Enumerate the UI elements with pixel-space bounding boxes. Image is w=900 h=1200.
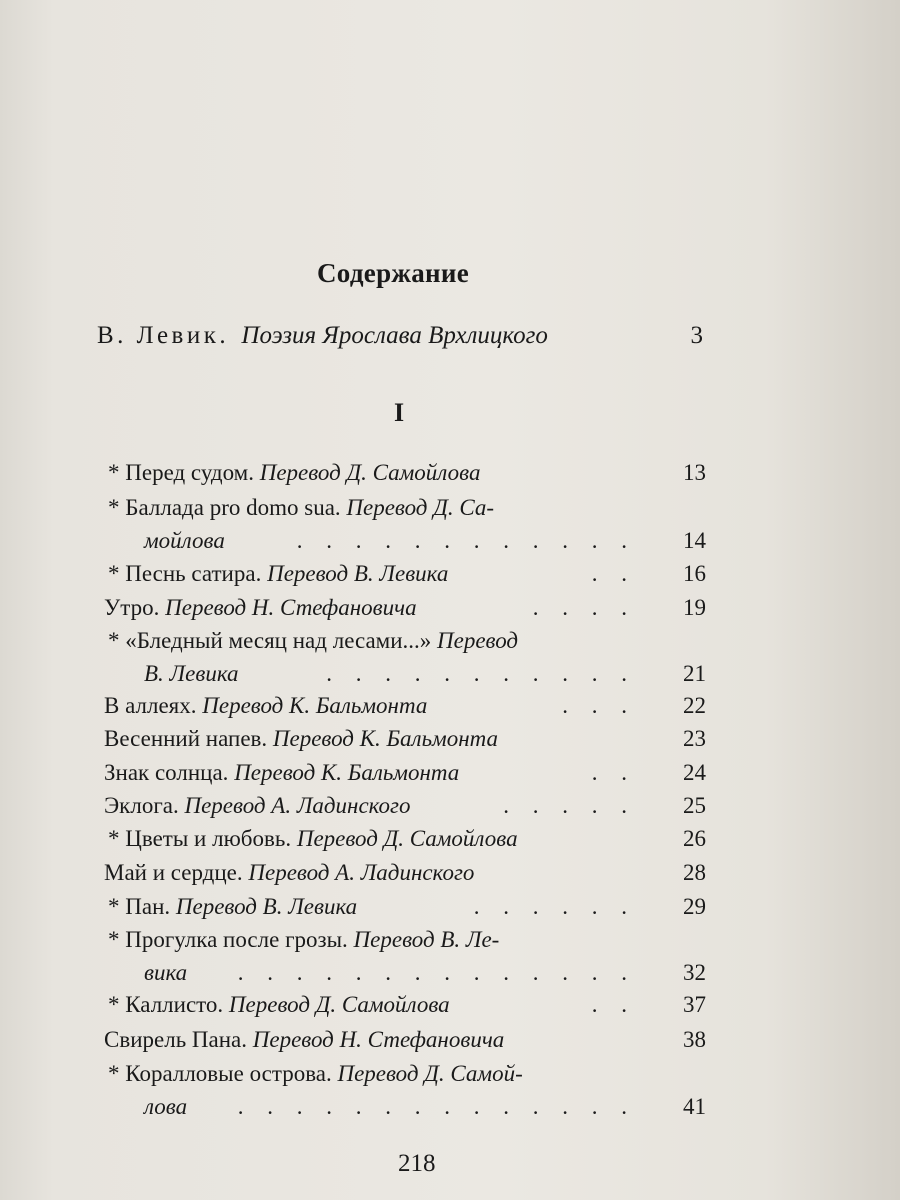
toc-entry-page: 28 — [683, 860, 706, 885]
toc-entry-title: Свирель Пана. — [104, 1027, 248, 1052]
asterisk-mark: * — [108, 992, 120, 1017]
toc-entry — [104, 456, 712, 489]
toc-entry-translator: Перевод Д. Самой- — [337, 1061, 523, 1086]
toc-entry-title: «Бледный месяц над лесами...» — [125, 628, 432, 653]
toc-entry-line — [104, 561, 448, 586]
toc-entry — [104, 591, 712, 624]
dot-leader: . . — [591, 992, 636, 1017]
toc-entry — [104, 491, 712, 557]
preface-author: В. Левик. — [97, 322, 230, 349]
toc-entry-continuation — [104, 524, 712, 557]
preface-title: Поэзия Ярослава Врхлицкого — [241, 322, 548, 349]
toc-entry-page: 24 — [683, 760, 706, 785]
toc-entry-translator-cont: мойлова — [144, 528, 225, 553]
toc-entry-title: Песнь сатира. — [125, 561, 262, 586]
toc-entry-translator: Перевод К. Бальмонта — [202, 693, 428, 718]
dot-leader: . . . . . — [503, 793, 636, 818]
toc-entry-translator-cont: лова — [144, 1094, 188, 1119]
toc-entry — [104, 988, 712, 1021]
toc-entry-translator: Перевод В. Левика — [175, 894, 358, 919]
toc-entry-page: 26 — [683, 826, 706, 851]
toc-entry-page: 29 — [683, 894, 706, 919]
toc-entry-translator: Перевод В. Левика — [267, 561, 449, 586]
toc-entry-line — [104, 826, 518, 851]
toc-entry — [104, 923, 712, 989]
toc-entry-line — [104, 894, 357, 919]
asterisk-mark: * — [108, 927, 120, 952]
toc-entry-page: 25 — [683, 793, 706, 818]
asterisk-mark: * — [108, 628, 120, 653]
toc-entry-line — [104, 793, 411, 818]
toc-entry-page: 16 — [683, 561, 706, 586]
toc-entry-title: Цветы и любовь. — [125, 826, 292, 851]
toc-entry-line — [104, 1061, 523, 1086]
toc-entry — [104, 856, 712, 889]
toc-entry — [104, 689, 712, 722]
asterisk-mark: * — [108, 894, 120, 919]
toc-entry-translator: Перевод Н. Стефановича — [252, 1027, 505, 1052]
toc-entry — [104, 624, 712, 690]
toc-entry-page: 13 — [683, 460, 706, 485]
toc-entry-line — [104, 628, 518, 653]
asterisk-mark: * — [108, 495, 120, 520]
toc-entry-page: 19 — [683, 595, 706, 620]
dot-leader: . . . . . . . . . . . . . . — [237, 1094, 636, 1119]
toc-entry-page: 22 — [683, 693, 706, 718]
toc-entry-line — [104, 927, 499, 952]
toc-entry-line — [104, 726, 498, 751]
page-number: 218 — [398, 1150, 436, 1177]
toc-entry-line — [104, 992, 450, 1017]
toc-entry-continuation — [104, 1090, 712, 1123]
toc-entry-translator: Перевод А. Ладинского — [184, 793, 411, 818]
dot-leader: . . . . — [532, 595, 636, 620]
toc-entry-page: 37 — [683, 992, 706, 1017]
toc-entry-title: Коралловые острова. — [125, 1061, 332, 1086]
toc-entry-page: 41 — [683, 1094, 706, 1119]
preface-entry — [97, 322, 717, 362]
toc-entry-title: Эклога. — [104, 793, 179, 818]
toc-entry-translator-cont: вика — [144, 960, 188, 985]
dot-leader: . . . . . . — [473, 894, 636, 919]
asterisk-mark: * — [108, 826, 120, 851]
toc-entry-translator: Перевод В. Ле- — [353, 927, 500, 952]
toc-entry-title: Прогулка после грозы. — [125, 927, 348, 952]
toc-entry-line — [104, 1027, 504, 1052]
toc-entry-page: 14 — [683, 528, 706, 553]
preface-page-number: 3 — [690, 322, 703, 349]
toc-entry-title: Каллисто. — [125, 992, 224, 1017]
toc-entry-translator-cont: В. Левика — [144, 661, 239, 686]
toc-entry-translator: Перевод Д. Самойлова — [259, 460, 481, 485]
toc-entry-page: 32 — [683, 960, 706, 985]
toc-entry-page: 23 — [683, 726, 706, 751]
toc-entry — [104, 1057, 712, 1123]
toc-entry-title: Весенний напев. — [104, 726, 268, 751]
toc-entry-translator: Перевод К. Бальмонта — [272, 726, 499, 751]
toc-entry-translator: Перевод — [437, 628, 519, 653]
toc-entry-line — [104, 495, 494, 520]
toc-entry — [104, 722, 712, 755]
toc-entry-translator: Перевод К. Бальмонта — [234, 760, 460, 785]
toc-entry — [104, 756, 712, 789]
toc-entry — [104, 557, 712, 590]
dot-leader: . . — [591, 760, 636, 785]
toc-entry — [104, 822, 712, 855]
toc-entry-line — [104, 460, 480, 485]
toc-entry-line — [104, 860, 474, 885]
toc-entry-title: В аллеях. — [104, 693, 197, 718]
toc-entry-translator: Перевод Д. Самойлова — [228, 992, 450, 1017]
toc-entry-translator: Перевод Д. Са- — [346, 495, 494, 520]
asterisk-mark: * — [108, 1061, 120, 1086]
section-number: I — [394, 398, 405, 427]
toc-entry-translator: Перевод Д. Самойлова — [296, 826, 518, 851]
toc-entry-title: Утро. — [104, 595, 160, 620]
toc-entry — [104, 890, 712, 923]
toc-entry-title: Знак солнца. — [104, 760, 229, 785]
toc-entry-page: 38 — [683, 1027, 706, 1052]
dot-leader: . . . . . . . . . . . — [326, 661, 636, 686]
toc-entry-translator: Перевод Н. Стефановича — [165, 595, 417, 620]
toc-entry-title: Перед судом. — [125, 460, 254, 485]
show-through-text — [60, 0, 900, 360]
dot-leader: . . . — [562, 693, 636, 718]
toc-entry-title: Баллада pro domo sua. — [125, 495, 341, 520]
toc-entry-page: 21 — [683, 661, 706, 686]
toc-entry — [104, 789, 712, 822]
dot-leader: . . . . . . . . . . . . . . — [237, 960, 636, 985]
toc-entry-title: Май и сердце. — [104, 860, 243, 885]
toc-entry-line — [104, 693, 427, 718]
page-title: Содержание — [317, 258, 470, 288]
toc-entry-title: Пан. — [125, 894, 171, 919]
toc-entry-line — [104, 760, 459, 785]
asterisk-mark: * — [108, 561, 120, 586]
toc-entry-continuation — [104, 657, 712, 690]
toc-entry-translator: Перевод А. Ладинского — [248, 860, 475, 885]
toc-entry-continuation — [104, 956, 712, 989]
toc-entry — [104, 1023, 712, 1056]
toc-entry-line — [104, 595, 417, 620]
asterisk-mark: * — [108, 460, 120, 485]
dot-leader: . . — [591, 561, 636, 586]
dot-leader: . . . . . . . . . . . . — [296, 528, 636, 553]
